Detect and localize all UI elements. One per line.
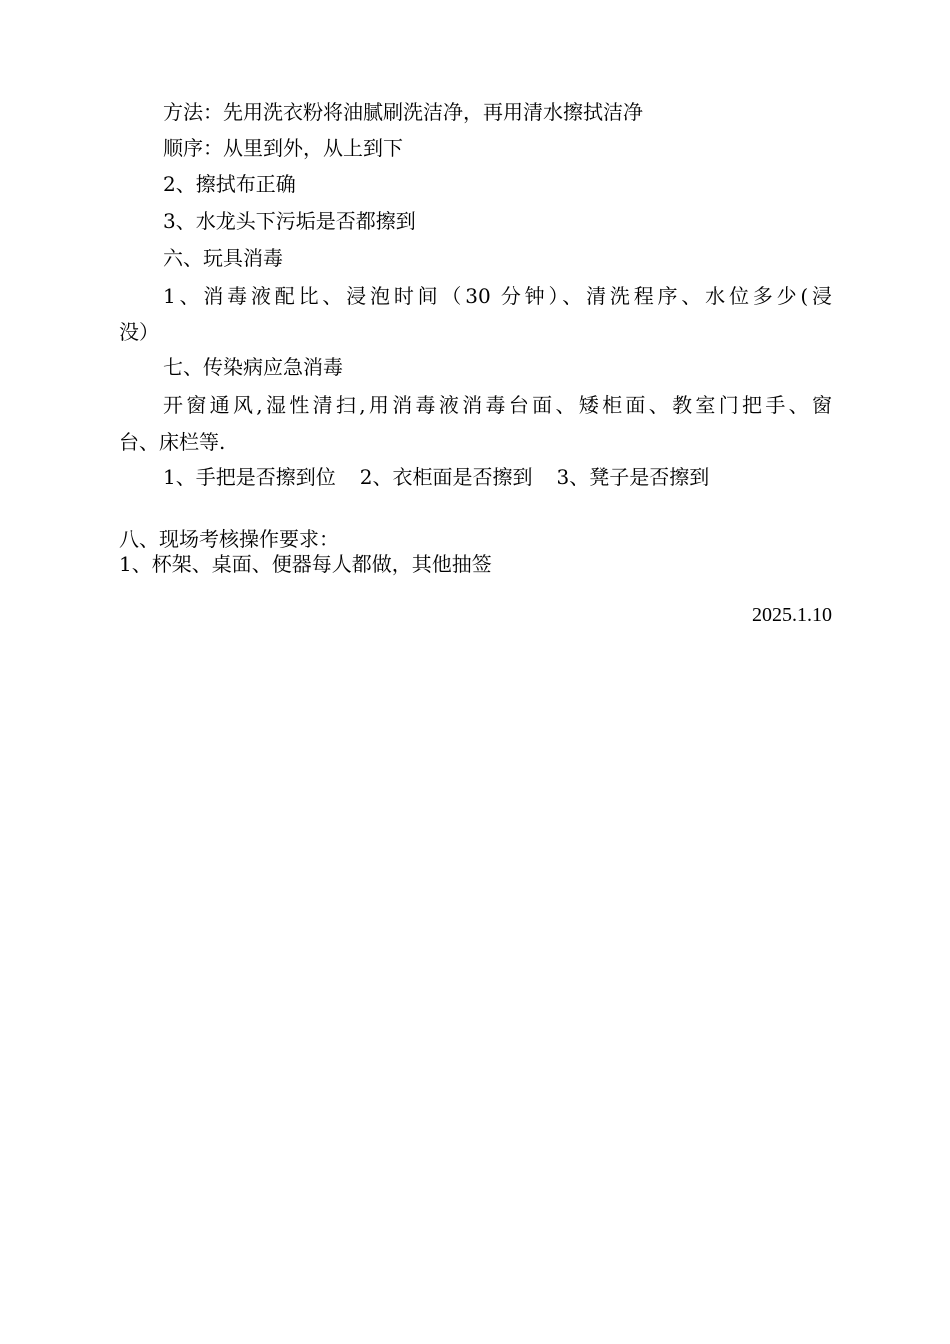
section-6-item-1-line-a: 1、消毒液配比、浸泡时间（30 分钟）、清洗程序、水位多少(浸 xyxy=(163,284,832,308)
check-item-wardrobe: 2、衣柜面是否擦到 xyxy=(359,465,533,489)
item-2-line: 2、擦拭布正确 xyxy=(163,172,296,196)
document-date: 2025.1.10 xyxy=(752,604,832,626)
section-8-item-1: 1、杯架、桌面、便器每人都做，其他抽签 xyxy=(119,552,492,576)
section-8-heading: 八、现场考核操作要求： xyxy=(119,527,339,551)
check-item-handle: 1、手把是否擦到位 xyxy=(163,465,336,489)
section-6-heading: 六、玩具消毒 xyxy=(163,246,283,270)
section-7-checklist xyxy=(119,465,832,489)
method-line: 方法：先用洗衣粉将油腻刷洗洁净，再用清水擦拭洁净 xyxy=(163,100,643,124)
section-6-item-1-line-b: 没） xyxy=(119,320,159,344)
check-item-stool: 3、凳子是否擦到 xyxy=(556,465,710,489)
section-7-text-line-b: 台、床栏等. xyxy=(119,430,226,454)
order-line: 顺序：从里到外，从上到下 xyxy=(163,136,403,160)
item-3-line: 3、水龙头下污垢是否都擦到 xyxy=(163,209,416,233)
section-7-heading: 七、传染病应急消毒 xyxy=(163,355,343,379)
section-7-text-line-a: 开窗通风,湿性清扫,用消毒液消毒台面、矮柜面、教室门把手、窗 xyxy=(163,393,832,417)
